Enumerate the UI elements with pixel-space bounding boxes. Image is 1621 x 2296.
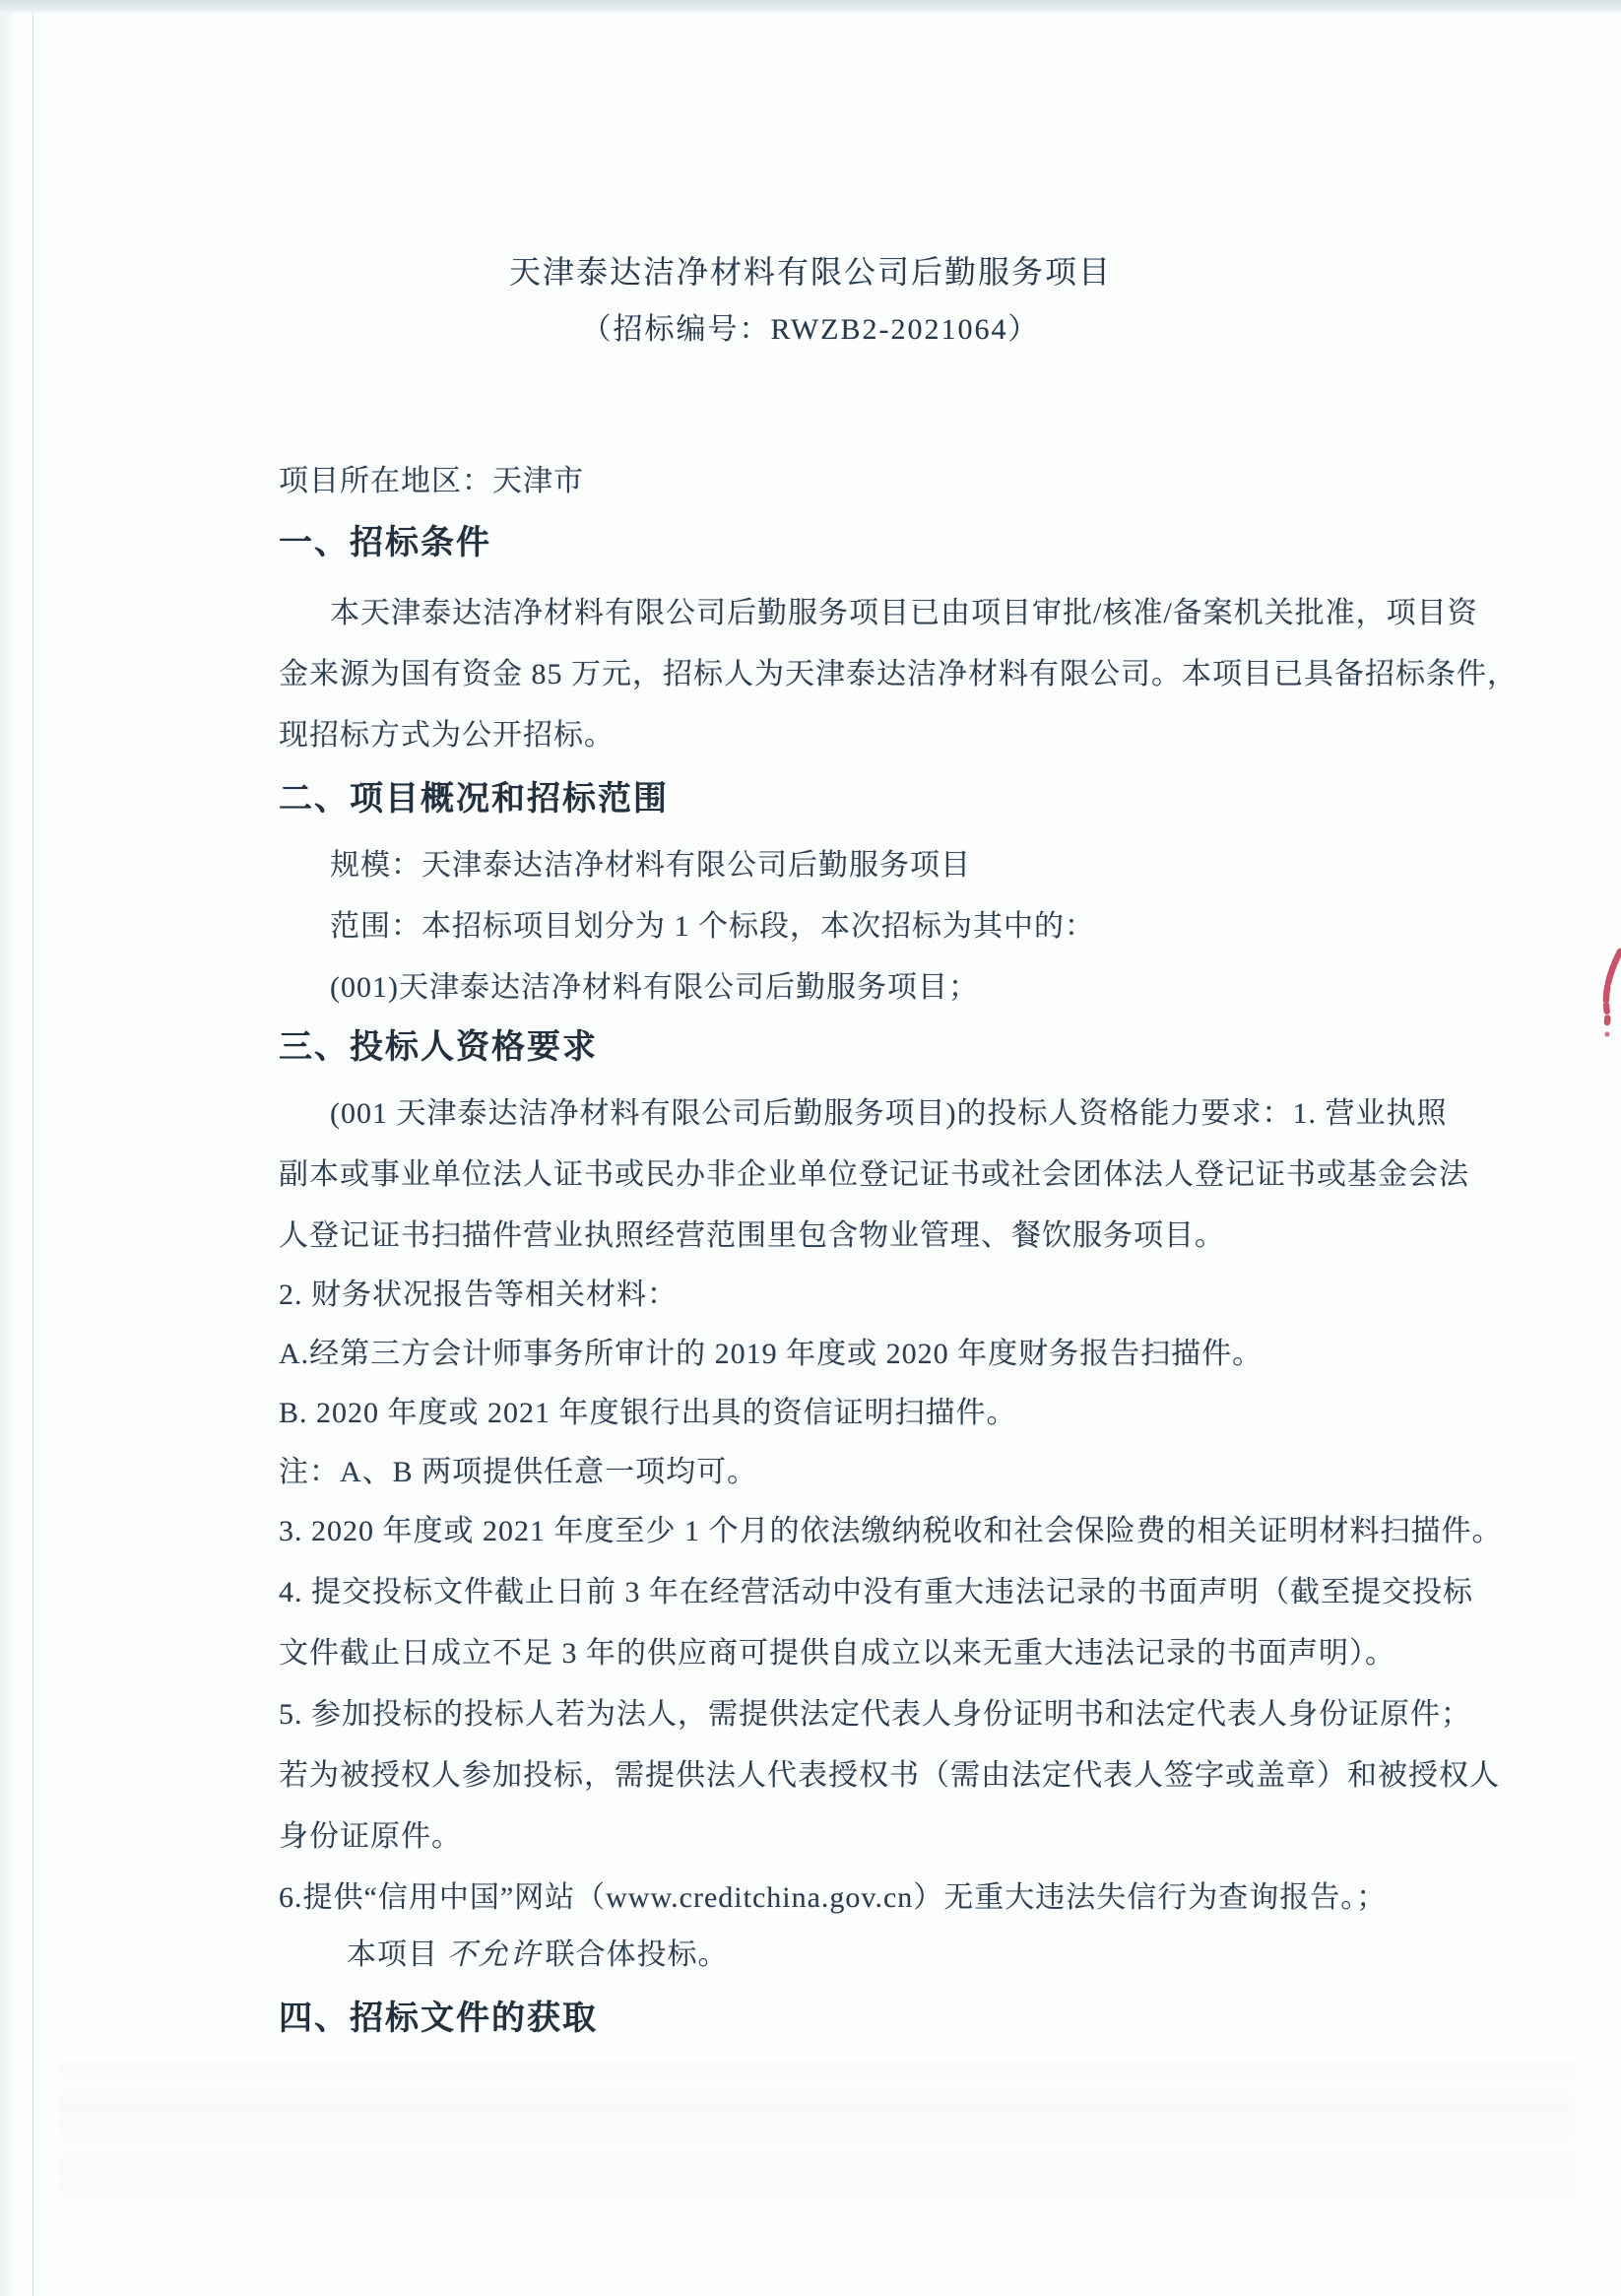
section-2-heading: 二、项目概况和招标范围	[279, 780, 669, 818]
no-consortium-line	[347, 1935, 729, 1976]
no-consortium-emphasis: 不允许	[446, 1938, 542, 1971]
scan-left-paper-edge	[0, 13, 12, 2296]
section-3-line-1: (001 天津泰达洁净材料有限公司后勤服务项目)的投标人资格能力要求：1. 营业执照	[330, 1097, 1448, 1130]
document-title: 天津泰达洁净材料有限公司后勤服务项目	[508, 254, 1112, 290]
section-3-item-b: B. 2020 年度或 2021 年度银行出具的资信证明扫描件。	[279, 1397, 1017, 1429]
section-2-scale-line: 规模：天津泰达洁净材料有限公司后勤服务项目	[330, 849, 971, 882]
section-3-note: 注：A、B 两项提供任意一项均可。	[279, 1456, 758, 1488]
section-3-item-5-line-3: 身份证原件。	[279, 1820, 462, 1853]
section-3-item-2: 2. 财务状况报告等相关材料：	[279, 1279, 678, 1311]
section-2-lot-line: (001)天津泰达洁净材料有限公司后勤服务项目；	[330, 971, 979, 1004]
section-3-item-5-line-2: 若为被授权人参加投标，需提供法人代表授权书（需由法定代表人签字或盖章）和被授权人	[279, 1759, 1500, 1792]
tender-number: （招标编号：RWZB2-2021064）	[581, 313, 1040, 346]
section-1-heading: 一、招标条件	[279, 524, 491, 561]
no-consortium-prefix: 本项目	[347, 1938, 447, 1971]
scan-left-edge-line	[32, 13, 33, 2296]
section-3-line-2: 副本或事业单位法人证书或民办非企业单位登记证书或社会团体法人登记证书或基金会法	[279, 1158, 1469, 1191]
scan-bleedthrough-ghost	[59, 2064, 1576, 2211]
section-1-line-3: 现招标方式为公开招标。	[279, 719, 615, 752]
red-stamp-mark	[1599, 948, 1621, 1066]
section-3-item-a: A.经第三方会计师事务所审计的 2019 年度或 2020 年度财务报告扫描件。	[279, 1338, 1264, 1370]
section-3-heading: 三、投标人资格要求	[279, 1028, 598, 1066]
section-3-item-5-line-1: 5. 参加投标的投标人若为法人，需提供法定代表人身份证明书和法定代表人身份证原件；	[279, 1698, 1471, 1731]
scan-top-edge	[0, 0, 1621, 13]
section-1-line-1: 本天津泰达洁净材料有限公司后勤服务项目已由项目审批/核准/备案机关批准，项目资	[330, 597, 1478, 629]
section-3-line-3: 人登记证书扫描件营业执照经营范围里包含物业管理、餐饮服务项目。	[279, 1219, 1225, 1252]
section-3-item-3: 3. 2020 年度或 2021 年度至少 1 个月的依法缴纳税收和社会保险费的相关证明材料扫描件。	[279, 1515, 1503, 1547]
section-3-item-6: 6.提供“信用中国”网站（www.creditchina.gov.cn）无重大违法失信行为查询报告。；	[279, 1881, 1388, 1914]
section-1-line-2: 金来源为国有资金 85 万元，招标人为天津泰达洁净材料有限公司。本项目已具备招标条件，	[279, 658, 1518, 690]
section-4-heading: 四、招标文件的获取	[279, 2000, 598, 2037]
section-3-item-4-line-1: 4. 提交投标文件截止日前 3 年在经营活动中没有重大违法记录的书面声明（截至提交投标	[279, 1576, 1473, 1608]
project-location-line: 项目所在地区：天津市	[279, 465, 584, 497]
section-3-item-4-line-2: 文件截止日成立不足 3 年的供应商可提供自成立以来无重大违法记录的书面声明）。	[279, 1637, 1395, 1670]
no-consortium-suffix: 联合体投标。	[545, 1938, 729, 1971]
section-2-scope-line: 范围：本招标项目划分为 1 个标段，本次招标为其中的：	[330, 910, 1095, 943]
